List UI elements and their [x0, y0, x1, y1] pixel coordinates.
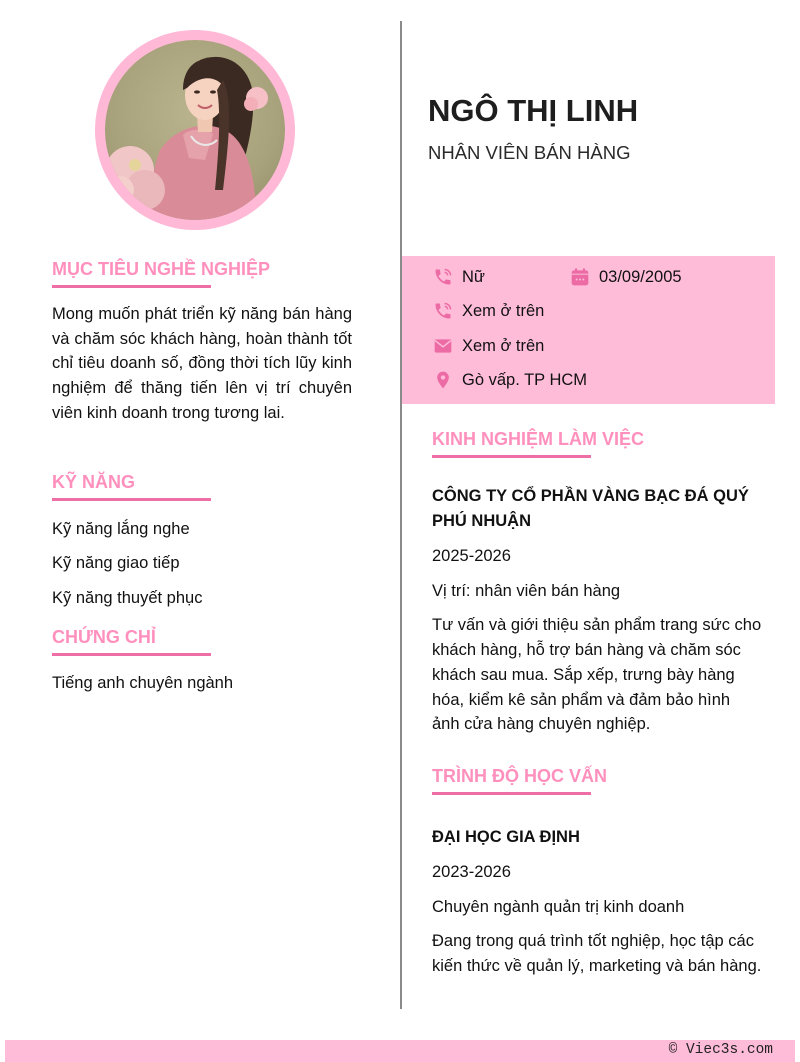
objective-title: MỤC TIÊU NGHỀ NGHIỆP — [52, 259, 271, 279]
skill-item: Kỹ năng thuyết phục — [52, 589, 203, 607]
objective-text: Mong muốn phát triển kỹ năng bán hàng và chăm sóc khách hàng, hoàn thành tốt chỉ tiêu doanh số, đồng thời tích lũy kinh nghiệm để thăng tiến lên vị trí chuyên viên kinh doanh trong tương lai. — [52, 305, 352, 422]
footer-copyright: © Viec3s.com — [668, 1042, 773, 1058]
skill-item: Kỹ năng giao tiếp — [52, 554, 180, 572]
contact-email — [432, 335, 544, 357]
experience-section — [432, 428, 772, 737]
experience-period: 2025-2026 — [432, 547, 511, 565]
education-period: 2023-2026 — [432, 863, 511, 881]
company-name: CÔNG TY CỔ PHẦN VÀNG BẠC ĐÁ QUÝ PHÚ NHUẬN — [432, 487, 749, 530]
email-value: Xem ở trên — [462, 336, 545, 355]
contact-address — [432, 369, 587, 391]
address-value: Gò vấp. TP HCM — [462, 370, 588, 389]
calendar-icon — [569, 266, 591, 288]
skills-underline — [52, 498, 211, 501]
experience-description: Tư vấn và giới thiệu sản phẩm trang sức cho khách hàng, hỗ trợ bán hàng và chăm sóc khách sau mua. Sắp xếp, trưng bày hàng hóa, kiểm kê sản phẩm và đảm bảo hình ảnh cửa hàng chuyên nghiệp. — [432, 616, 762, 734]
phone-icon — [432, 300, 454, 322]
contact-phone — [432, 300, 544, 322]
objective-underline — [52, 285, 211, 288]
certificates-section — [52, 626, 352, 693]
skills-title: KỸ NĂNG — [52, 472, 136, 492]
birthday-value: 03/09/2005 — [599, 267, 682, 286]
certificates-title: CHỨNG CHỈ — [52, 627, 156, 647]
profile-photo-icon — [105, 40, 285, 220]
objective-section — [52, 258, 352, 426]
footer-bar — [5, 1040, 795, 1062]
education-section — [432, 765, 772, 979]
certificates-underline — [52, 653, 211, 656]
education-description: Đang trong quá trình tốt nghiệp, học tập các kiến thức về quản lý, marketing và bán hàng. — [432, 932, 762, 976]
gender-value: Nữ — [462, 267, 485, 286]
candidate-name: NGÔ THỊ LINH — [428, 93, 639, 128]
column-divider — [400, 21, 402, 1009]
map-pin-icon — [432, 369, 454, 391]
skill-item: Kỹ năng lắng nghe — [52, 520, 190, 538]
school-name: ĐẠI HỌC GIA ĐỊNH — [432, 828, 580, 846]
experience-title: KINH NGHIỆM LÀM VIỆC — [432, 429, 645, 449]
avatar — [105, 40, 285, 220]
education-title: TRÌNH ĐỘ HỌC VẤN — [432, 766, 607, 786]
education-underline — [432, 792, 591, 795]
experience-position: Vị trí: nhân viên bán hàng — [432, 581, 621, 600]
contact-gender — [432, 266, 485, 288]
phone-value: Xem ở trên — [462, 301, 545, 320]
phone-icon — [432, 266, 454, 288]
experience-underline — [432, 455, 591, 458]
skills-section — [52, 471, 352, 608]
candidate-role: NHÂN VIÊN BÁN HÀNG — [428, 142, 631, 163]
contact-birthday — [569, 266, 682, 288]
contact-panel — [402, 256, 775, 404]
mail-icon — [432, 335, 454, 357]
certificate-item: Tiếng anh chuyên ngành — [52, 674, 234, 692]
education-major: Chuyên ngành quản trị kinh doanh — [432, 897, 685, 916]
